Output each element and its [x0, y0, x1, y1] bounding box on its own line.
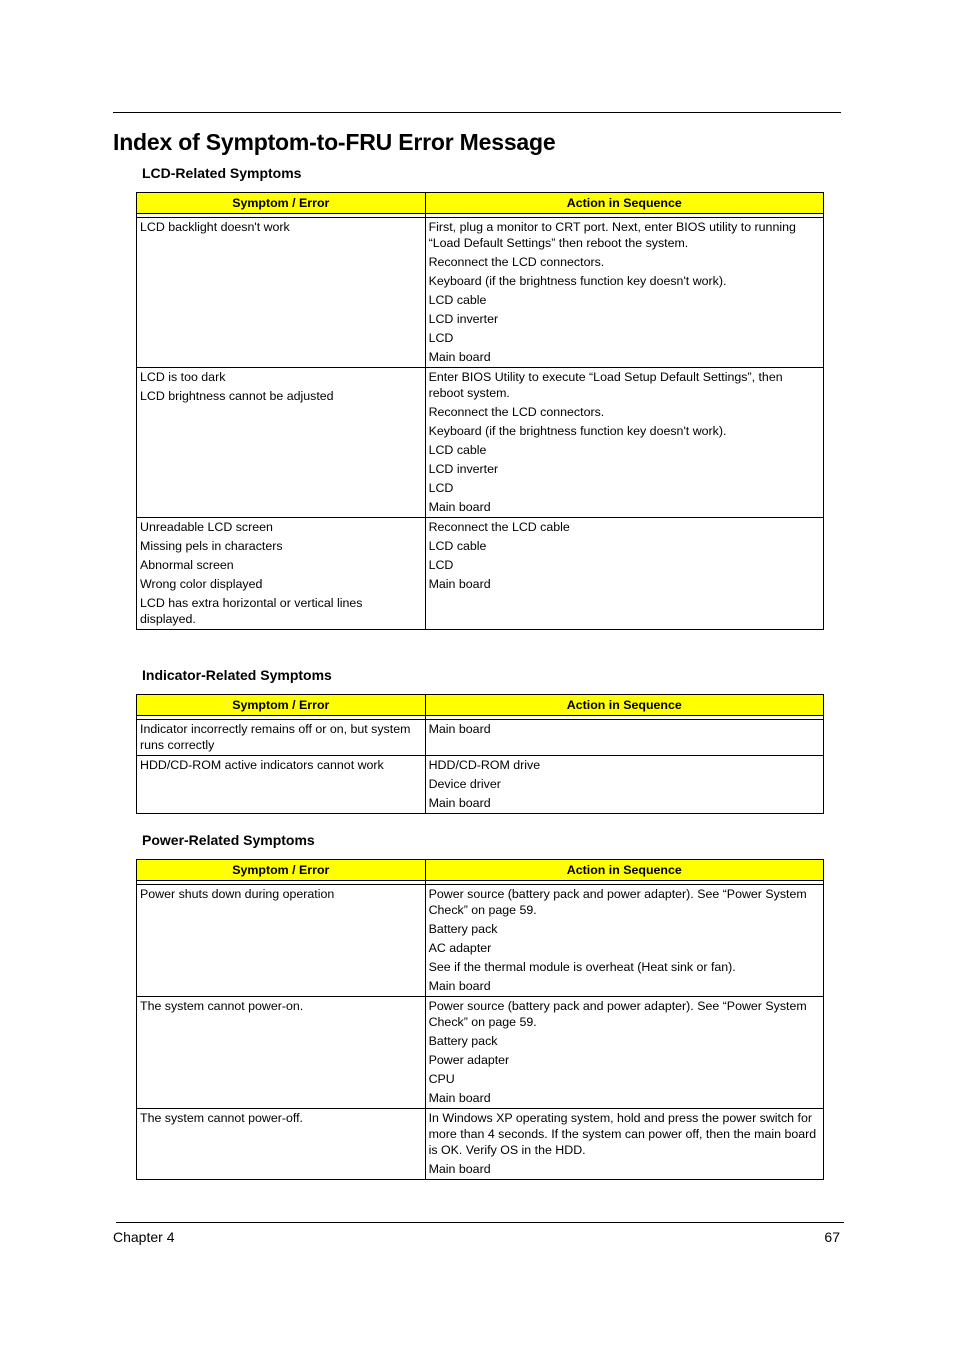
action-line: LCD cable: [428, 539, 487, 553]
symptom-line: Power shuts down during operation: [140, 887, 335, 901]
column-header-action: Action in Sequence: [425, 695, 823, 716]
action-line: LCD inverter: [428, 312, 499, 326]
action-line: Power adapter: [428, 1053, 510, 1067]
footer-chapter: Chapter 4: [113, 1229, 175, 1245]
symptom-line: Abnormal screen: [140, 558, 234, 572]
action-line: Reconnect the LCD connectors.: [428, 405, 605, 419]
symptom-line: LCD is too dark: [140, 370, 226, 384]
column-header-symptom: Symptom / Error: [137, 695, 426, 716]
section-title-power: Power-Related Symptoms: [142, 832, 315, 848]
action-line: LCD: [428, 558, 454, 572]
table-row: [137, 1109, 824, 1180]
symptom-line: Indicator incorrectly remains off or on, but system runs correctly: [140, 722, 411, 752]
action-line: Main board: [428, 1162, 491, 1176]
table-row: [137, 368, 824, 518]
action-cell: [425, 1109, 823, 1180]
action-line: LCD cable: [428, 443, 487, 457]
section-title-lcd: LCD-Related Symptoms: [142, 165, 302, 181]
action-line: Device driver: [428, 777, 501, 791]
action-line: Main board: [428, 500, 491, 514]
symptom-line: Wrong color displayed: [140, 577, 263, 591]
symptom-cell: [137, 720, 426, 756]
action-cell: [425, 720, 823, 756]
action-line: Main board: [428, 979, 491, 993]
action-line: HDD/CD-ROM drive: [428, 758, 541, 772]
symptom-cell: [137, 518, 426, 630]
symptom-line: LCD has extra horizontal or vertical lines displayed.: [140, 596, 363, 626]
action-cell: [425, 756, 823, 814]
table-row: [137, 885, 824, 997]
action-line: Enter BIOS Utility to execute “Load Setup Default Settings”, then reboot system.: [428, 370, 783, 400]
action-line: Battery pack: [428, 922, 498, 936]
symptom-cell: [137, 756, 426, 814]
footer-page-number: 67: [824, 1229, 840, 1245]
column-header-symptom: Symptom / Error: [137, 860, 426, 881]
top-rule: [113, 112, 841, 113]
action-line: In Windows XP operating system, hold and press the power switch for more than 4 seconds. If the system can power off, then the main board is OK. Verify OS in the HDD.: [428, 1111, 817, 1157]
action-cell: [425, 885, 823, 997]
power-symptoms-table: [136, 859, 824, 1180]
symptom-line: Missing pels in characters: [140, 539, 283, 553]
table-row: [137, 518, 824, 630]
action-line: Main board: [428, 722, 491, 736]
page-title: Index of Symptom-to-FRU Error Message: [113, 129, 556, 155]
table-row: [137, 218, 824, 368]
symptom-cell: [137, 368, 426, 518]
symptom-line: The system cannot power-off.: [140, 1111, 303, 1125]
action-line: Main board: [428, 577, 491, 591]
column-header-symptom: Symptom / Error: [137, 193, 426, 214]
action-line: Reconnect the LCD connectors.: [428, 255, 605, 269]
action-line: Main board: [428, 796, 491, 810]
action-line: AC adapter: [428, 941, 492, 955]
action-line: Power source (battery pack and power adapter). See “Power System Check” on page 59.: [428, 887, 807, 917]
symptom-line: HDD/CD-ROM active indicators cannot work: [140, 758, 384, 772]
footer-rule: [116, 1222, 844, 1223]
action-line: LCD cable: [428, 293, 487, 307]
indicator-symptoms-table: [136, 694, 824, 814]
action-line: LCD: [428, 481, 454, 495]
action-line: Keyboard (if the brightness function key doesn't work).: [428, 424, 727, 438]
action-line: Keyboard (if the brightness function key doesn't work).: [428, 274, 727, 288]
action-line: LCD: [428, 331, 454, 345]
symptom-cell: [137, 997, 426, 1109]
table-row: [137, 720, 824, 756]
action-line: First, plug a monitor to CRT port. Next, enter BIOS utility to running “Load Default Settings” then reboot the system.: [428, 220, 796, 250]
action-line: Battery pack: [428, 1034, 498, 1048]
action-line: Main board: [428, 1091, 491, 1105]
column-header-action: Action in Sequence: [425, 193, 823, 214]
action-cell: [425, 997, 823, 1109]
symptom-line: Unreadable LCD screen: [140, 520, 273, 534]
symptom-line: LCD backlight doesn't work: [140, 220, 290, 234]
action-cell: [425, 368, 823, 518]
lcd-symptoms-table: [136, 192, 824, 630]
action-cell: [425, 518, 823, 630]
action-line: Reconnect the LCD cable: [428, 520, 570, 534]
action-line: CPU: [428, 1072, 455, 1086]
action-line: Power source (battery pack and power adapter). See “Power System Check” on page 59.: [428, 999, 807, 1029]
action-line: LCD inverter: [428, 462, 499, 476]
symptom-line: The system cannot power-on.: [140, 999, 304, 1013]
action-cell: [425, 218, 823, 368]
symptom-line: LCD brightness cannot be adjusted: [140, 389, 334, 403]
action-line: See if the thermal module is overheat (Heat sink or fan).: [428, 960, 736, 974]
column-header-action: Action in Sequence: [425, 860, 823, 881]
section-title-indicator: Indicator-Related Symptoms: [142, 667, 332, 683]
table-row: [137, 997, 824, 1109]
symptom-cell: [137, 218, 426, 368]
table-row: [137, 756, 824, 814]
symptom-cell: [137, 1109, 426, 1180]
symptom-cell: [137, 885, 426, 997]
action-line: Main board: [428, 350, 491, 364]
